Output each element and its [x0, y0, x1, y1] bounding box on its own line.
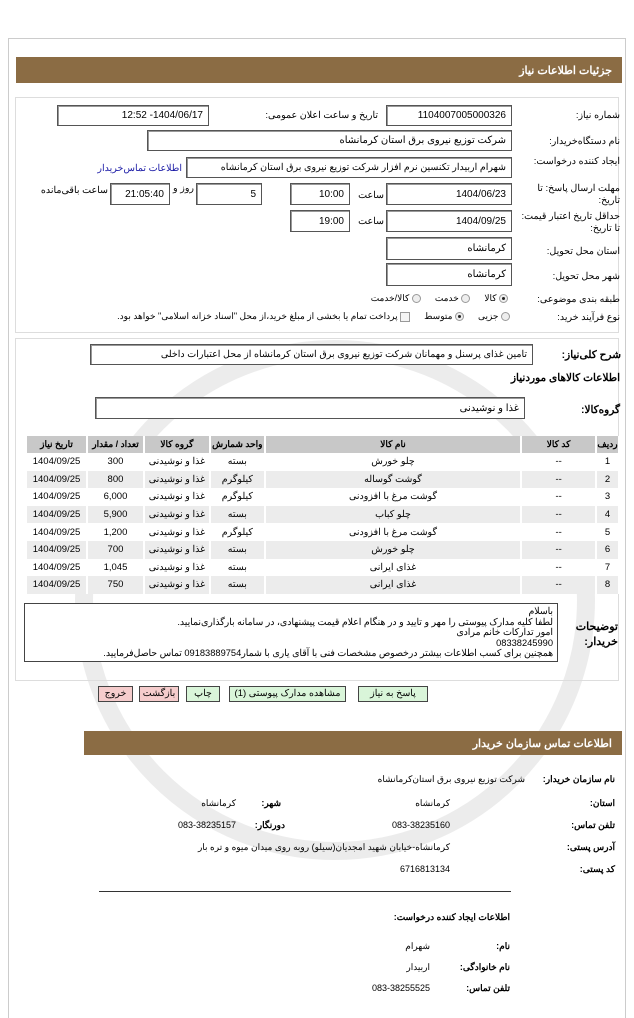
radio-icon	[501, 312, 510, 321]
radio-icon	[461, 294, 470, 303]
cell-item-code: --	[521, 453, 596, 471]
cell-quantity: 1,045	[87, 559, 144, 577]
checkbox-icon	[400, 312, 410, 322]
goods-group-label: گروه‌کالا:	[580, 404, 620, 416]
postal-value: 6716813134	[399, 864, 450, 874]
buyer-notes-label: توضیحات خریدار:	[575, 621, 618, 648]
cell-item-group: غذا و نوشیدنی	[144, 541, 210, 559]
cell-need-date: 1404/09/25	[27, 559, 87, 577]
cell-row-number: 1	[596, 453, 619, 471]
province-field[interactable]: کرمانشاه	[386, 237, 512, 260]
description-field[interactable]: تامین غذای پرسنل و مهمانان شرکت توزیع نیروی برق استان کرمانشاه از محل اعتبارات داخلی	[90, 344, 533, 365]
deadline-label: مهلت ارسال پاسخ: تا تاریخ:	[537, 183, 620, 206]
cell-row-number: 2	[596, 471, 619, 489]
cell-quantity: 300	[87, 453, 144, 471]
phone-value: 083-38235160	[391, 820, 450, 830]
cell-quantity: 750	[87, 576, 144, 594]
page-title: جزئیات اطلاعات نیاز	[519, 64, 612, 77]
buyer-notes-box	[24, 603, 558, 662]
cell-item-group: غذا و نوشیدنی	[144, 523, 210, 541]
cell-quantity: 1,200	[87, 523, 144, 541]
cell-unit: کیلوگرم	[210, 471, 265, 489]
back-button[interactable]: بازگشت	[139, 686, 179, 702]
creator-family-value: اربیدار	[406, 962, 430, 972]
deadline-time-field[interactable]: 10:00	[290, 183, 350, 205]
cell-item-group: غذا و نوشیدنی	[144, 488, 210, 506]
contact-city-label: شهر:	[261, 798, 281, 808]
fax-label: دورنگار:	[254, 820, 285, 830]
column-header-item-code: کد کالا	[521, 436, 596, 453]
notes-line: امور تدارکات خانم مرادی	[456, 627, 553, 638]
cell-quantity: 700	[87, 541, 144, 559]
view-attachments-button[interactable]: مشاهده مدارک پیوستی (1)	[229, 686, 346, 702]
option-label: خدمت	[434, 293, 459, 303]
category-option-goods[interactable]	[484, 293, 508, 304]
radio-icon	[455, 312, 464, 321]
deadline-time-label: ساعت	[358, 190, 384, 201]
creator-heading: اطلاعات ایجاد کننده درخواست:	[393, 912, 510, 922]
cell-item-code: --	[521, 541, 596, 559]
cell-quantity: 6,000	[87, 488, 144, 506]
table-row	[27, 471, 619, 489]
cell-item-group: غذا و نوشیدنی	[144, 453, 210, 471]
goods-table	[27, 436, 620, 594]
cell-unit: بسته	[210, 576, 265, 594]
category-option-both[interactable]	[371, 293, 421, 304]
need-number-label: شماره نیاز:	[575, 110, 620, 121]
cell-item-name: گوشت مرغ با افزودنی	[265, 523, 521, 541]
remaining-time-label: ساعت باقی‌مانده	[40, 185, 108, 196]
goods-heading: اطلاعات کالاهای موردنیاز	[510, 372, 620, 384]
contact-title: اطلاعات تماس سازمان خریدار	[472, 737, 612, 750]
column-header-unit: واحد شمارش	[210, 436, 265, 453]
creator-name-label: نام:	[496, 941, 510, 951]
days-label: روز و	[173, 183, 194, 194]
remaining-time-field[interactable]: 21:05:40	[110, 183, 170, 205]
table-header-row	[27, 436, 619, 453]
table-row	[27, 541, 619, 559]
process-radio-group	[40, 311, 510, 322]
notes-line: لطفا کلیه مدارک پیوستی را مهر و تایید و در هنگام اعلام قیمت پیشنهادی، در سامانه بارگذاری‌نمایید.	[177, 616, 553, 627]
creator-field[interactable]: شهرام اربیدار تکنسین نرم افزار شرکت توزیع نیروی برق استان کرمانشاه	[186, 157, 512, 178]
cell-row-number: 7	[596, 559, 619, 577]
cell-unit: بسته	[210, 506, 265, 524]
address-label: آدرس پستی:	[566, 842, 615, 852]
creator-family-label: نام خانوادگی:	[459, 962, 510, 972]
cell-item-group: غذا و نوشیدنی	[144, 559, 210, 577]
payment-note: پرداخت تمام یا بخشی از مبلغ خرید،از محل "اسناد خزانه اسلامی" خواهد بود.	[117, 311, 398, 321]
announce-date-label: تاریخ و ساعت اعلان عمومی:	[265, 110, 378, 121]
table-row	[27, 576, 619, 594]
radio-icon	[499, 294, 508, 303]
cell-row-number: 5	[596, 523, 619, 541]
cell-item-code: --	[521, 506, 596, 524]
cell-item-code: --	[521, 576, 596, 594]
divider	[99, 891, 511, 892]
cell-quantity: 5,900	[87, 506, 144, 524]
creator-phone-value: 083-38255525	[371, 983, 430, 993]
page-header	[16, 57, 622, 83]
cell-row-number: 8	[596, 576, 619, 594]
city-field[interactable]: کرمانشاه	[386, 263, 512, 286]
option-label: کالا/خدمت	[370, 293, 410, 303]
province-label: استان محل تحویل:	[546, 246, 620, 257]
postal-label: کد پستی:	[579, 864, 615, 874]
validity-label: حداقل تاریخ اعتبار قیمت: تا تاریخ:	[521, 211, 620, 234]
cell-item-name: چلو خورش	[265, 541, 521, 559]
cell-item-code: --	[521, 488, 596, 506]
creator-phone-label: تلفن تماس:	[466, 983, 510, 993]
column-header-item-name: نام کالا	[265, 436, 521, 453]
cell-need-date: 1404/09/25	[27, 453, 87, 471]
reply-button[interactable]: پاسخ به نیاز	[358, 686, 428, 702]
phone-label: تلفن تماس:	[571, 820, 615, 830]
category-option-service[interactable]	[435, 293, 470, 304]
announce-date-field[interactable]: 1404/06/17- 12:52	[57, 105, 209, 126]
option-label: جزیی	[477, 311, 499, 321]
cell-item-code: --	[521, 559, 596, 577]
cell-need-date: 1404/09/25	[27, 576, 87, 594]
need-number-field[interactable]: 1104007005000326	[386, 105, 512, 126]
column-header-item-group: گروه کالا	[144, 436, 210, 453]
fax-value: 083-38235157	[177, 820, 236, 830]
column-header-need-date: تاریخ نیاز	[27, 436, 87, 453]
process-option-minor[interactable]	[478, 311, 510, 322]
option-label: کالا	[484, 293, 497, 303]
cell-unit: بسته	[210, 453, 265, 471]
creator-name-value: شهرام	[405, 941, 430, 951]
process-option-medium[interactable]	[424, 311, 464, 322]
cell-item-group: غذا و نوشیدنی	[144, 471, 210, 489]
print-button[interactable]: چاپ	[186, 686, 220, 702]
notes-line: همچنین برای کسب اطلاعات بیشتر درخصوص مشخصات فنی با آقای یاری با شمار09183889754 تماس حاصل‌فرمایید.	[103, 648, 553, 659]
goods-group-field[interactable]: غذا و نوشیدنی	[95, 397, 525, 419]
cell-item-name: چلو کباب	[265, 506, 521, 524]
buyer-field[interactable]: شرکت توزیع نیروی برق استان کرمانشاه	[147, 130, 512, 151]
contact-city-value: کرمانشاه	[201, 798, 236, 808]
category-radio-group	[280, 293, 508, 304]
exit-button[interactable]: خروج	[98, 686, 133, 702]
cell-unit: بسته	[210, 559, 265, 577]
cell-row-number: 4	[596, 506, 619, 524]
cell-item-name: چلو خورش	[265, 453, 521, 471]
deadline-date-field[interactable]: 1404/06/23	[386, 183, 512, 205]
cell-item-code: --	[521, 471, 596, 489]
option-label: متوسط	[424, 311, 453, 321]
cell-item-code: --	[521, 523, 596, 541]
table-row	[27, 453, 619, 471]
cell-unit: کیلوگرم	[210, 523, 265, 541]
cell-quantity: 800	[87, 471, 144, 489]
cell-item-name: غذای ایرانی	[265, 559, 521, 577]
creator-label: ایجاد کننده درخواست:	[533, 156, 620, 167]
buyer-contact-link[interactable]: اطلاعات تماس‌خریدار	[97, 163, 182, 174]
description-label: شرح کلی‌نیاز:	[561, 349, 621, 361]
table-row	[27, 506, 619, 524]
cell-item-name: گوشت مرغ با افزودنی	[265, 488, 521, 506]
category-label: طبقه بندی موضوعی:	[537, 294, 620, 305]
org-label: نام سازمان خریدار:	[542, 774, 615, 784]
cell-need-date: 1404/09/25	[27, 523, 87, 541]
cell-unit: کیلوگرم	[210, 488, 265, 506]
remaining-days-field[interactable]: 5	[196, 183, 262, 205]
notes-line: باسلام	[528, 606, 553, 616]
column-header-row-number: ردیف	[596, 436, 619, 453]
cell-row-number: 3	[596, 488, 619, 506]
contact-province-value: کرمانشاه	[415, 798, 450, 808]
cell-need-date: 1404/09/25	[27, 471, 87, 489]
buyer-label: نام دستگاه‌خریدار:	[549, 136, 620, 147]
treasury-payment-checkbox[interactable]	[117, 311, 410, 322]
validity-time-field[interactable]: 19:00	[290, 210, 350, 232]
cell-item-group: غذا و نوشیدنی	[144, 506, 210, 524]
cell-item-name: گوشت گوساله	[265, 471, 521, 489]
contact-header	[84, 731, 622, 755]
cell-item-group: غذا و نوشیدنی	[144, 576, 210, 594]
table-row	[27, 523, 619, 541]
table-row	[27, 559, 619, 577]
city-label: شهر محل تحویل:	[552, 271, 620, 282]
notes-line: 08338245990	[496, 637, 553, 648]
cell-unit: بسته	[210, 541, 265, 559]
validity-date-field[interactable]: 1404/09/25	[386, 210, 512, 232]
column-header-quantity: تعداد / مقدار	[87, 436, 144, 453]
cell-row-number: 6	[596, 541, 619, 559]
cell-need-date: 1404/09/25	[27, 488, 87, 506]
validity-time-label: ساعت	[358, 216, 384, 227]
cell-need-date: 1404/09/25	[27, 541, 87, 559]
radio-icon	[412, 294, 421, 303]
table-row	[27, 488, 619, 506]
process-label: نوع فرآیند خرید:	[557, 312, 620, 323]
org-value: شرکت توزیع نیروی برق استان‌کرمانشاه	[377, 774, 525, 784]
cell-item-name: غذای ایرانی	[265, 576, 521, 594]
contact-province-label: استان:	[589, 798, 615, 808]
address-value: کرمانشاه-خیابان شهید امجدیان(سیلو) روبه روی میدان میوه و تره بار	[197, 842, 450, 852]
cell-need-date: 1404/09/25	[27, 506, 87, 524]
